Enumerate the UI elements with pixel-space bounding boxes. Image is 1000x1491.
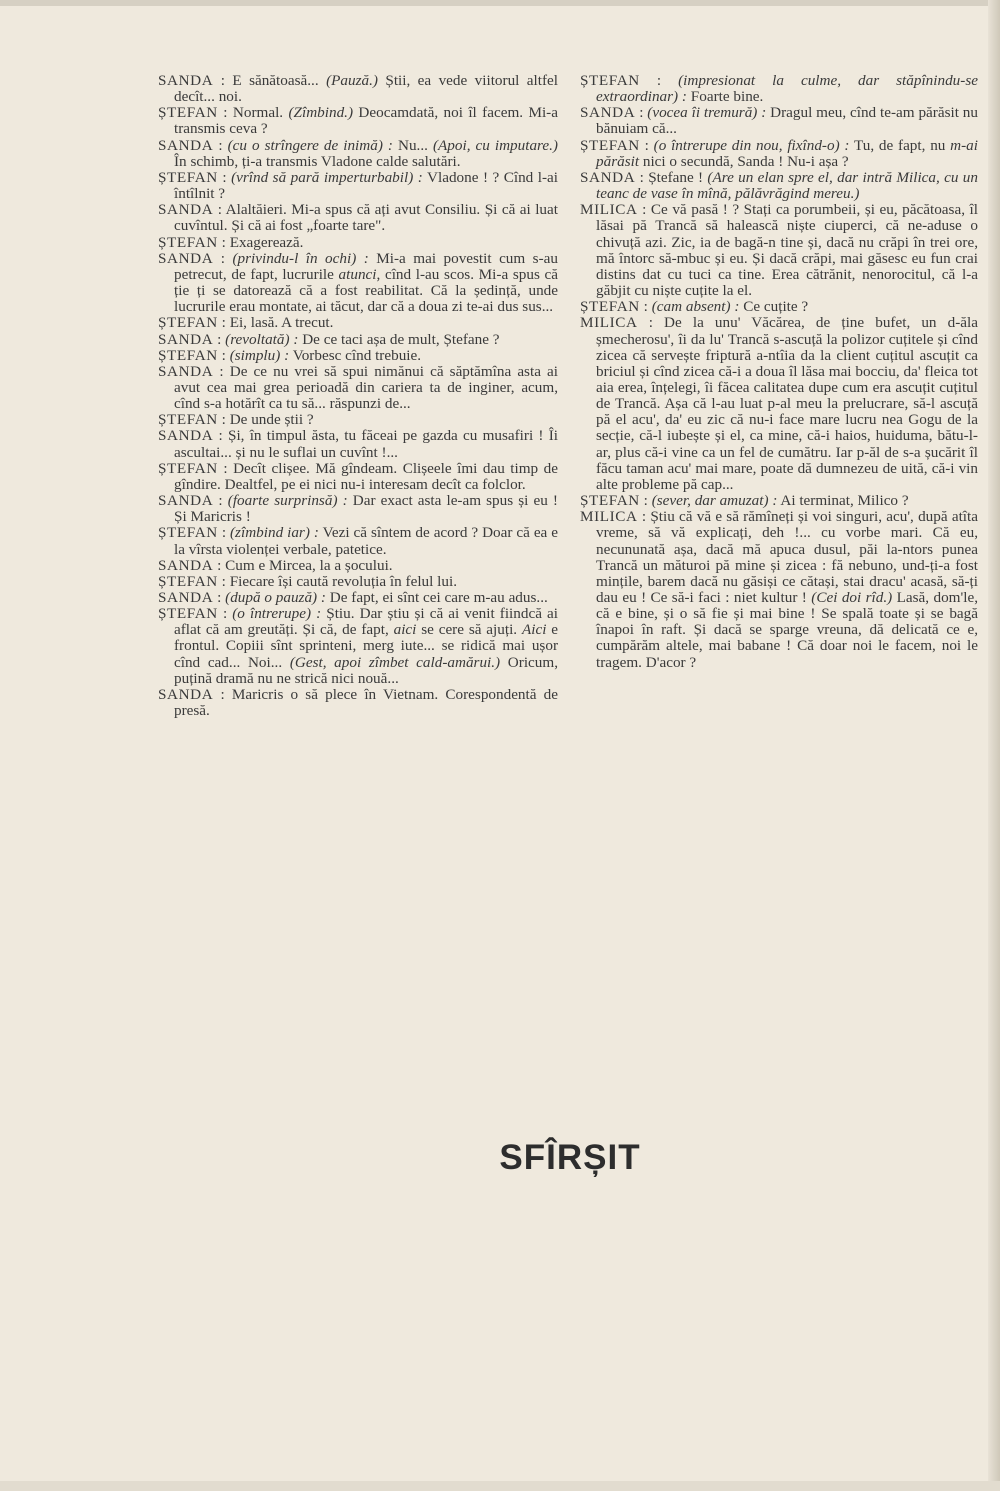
speech-text: Decît clișee. Mă gîndeam. Clișeele îmi dau timp de gîndire. Dealtfel, pe ei nici nu-i interesam decît ca folclor. bbox=[174, 459, 558, 493]
stage-direction: (impresionat la culme, dar stăpînindu-se extraordinar) : bbox=[596, 72, 978, 106]
dialogue-line bbox=[158, 412, 558, 428]
stage-direction: (o întrerupe din nou, fixînd-o) : bbox=[653, 136, 850, 154]
speech-text: Oricum, puțină dramă nu ne strică nici nouă... bbox=[174, 653, 558, 687]
speech-text: Cum e Mircea, la a șocului. bbox=[225, 556, 393, 574]
dialogue-line bbox=[158, 590, 558, 606]
speech-text: Ai terminat, Milico ? bbox=[777, 492, 909, 510]
speech-text: Și, în timpul ăsta, tu făceai pe gazda cu musafiri ! Îi ascultai... și nu le suflai un cuvînt !... bbox=[174, 427, 558, 461]
speech-text: Vorbesc cînd trebuie. bbox=[289, 346, 422, 364]
dialogue-line bbox=[580, 170, 978, 202]
dialogue-line bbox=[158, 428, 558, 460]
speech-text: Exagerează. bbox=[229, 233, 304, 251]
speaker-separator: : bbox=[639, 492, 652, 510]
speaker-separator: : bbox=[217, 524, 230, 542]
stage-direction: (după o pauză) : bbox=[225, 589, 326, 606]
speech-text: Fiecare își caută revoluția în felul lui. bbox=[229, 572, 457, 590]
speech-text: se cere să ajuți. bbox=[416, 621, 522, 639]
stage-direction: (privindu-l în ochi) : bbox=[232, 249, 369, 267]
page-edge-top bbox=[0, 0, 1000, 6]
speaker-separator: : bbox=[639, 136, 654, 154]
speech-text: Maricris o să plece în Vietnam. Corespondentă de presă. bbox=[174, 685, 558, 720]
stage-direction: (sever, dar amuzat) : bbox=[651, 492, 778, 510]
speaker-separator: : bbox=[637, 201, 651, 219]
speech-text: Dragul meu, cînd te-am părăsit nu bănuiam că... bbox=[596, 104, 978, 138]
speaker-separator: : bbox=[637, 508, 651, 526]
speaker-separator: : bbox=[217, 168, 232, 186]
stage-direction: (vocea îi tremură) : bbox=[647, 104, 767, 122]
speaker-name: SANDA bbox=[158, 589, 214, 606]
stage-direction: (cu o strîngere de inimă) : bbox=[227, 136, 393, 154]
speaker-name: SANDA bbox=[158, 201, 214, 219]
speaker-separator: : bbox=[217, 605, 233, 623]
stage-direction: (Gest, apoi zîmbet cald-amărui.) bbox=[289, 653, 501, 671]
speaker-separator: : bbox=[217, 314, 230, 332]
dialogue-line bbox=[158, 364, 558, 412]
speaker-separator: : bbox=[217, 572, 230, 590]
speech-text: Ștefane ! bbox=[648, 168, 708, 186]
speaker-name: SANDA bbox=[158, 427, 214, 445]
speaker-name: ȘTEFAN bbox=[158, 104, 218, 122]
speaker-separator: : bbox=[639, 298, 652, 316]
speech-text: Tu, de fapt, nu bbox=[849, 136, 951, 154]
speaker-separator: : bbox=[217, 233, 230, 251]
speaker-separator: : bbox=[217, 459, 234, 477]
speaker-name: ȘTEFAN bbox=[158, 233, 218, 251]
dialogue-line bbox=[158, 170, 558, 202]
speaker-name: ȘTEFAN bbox=[158, 572, 218, 590]
speaker-separator: : bbox=[213, 427, 229, 445]
speech-text: Normal. bbox=[232, 104, 289, 122]
speaker-name: SANDA bbox=[158, 685, 214, 703]
stage-direction: m-ai părăsit bbox=[596, 136, 978, 170]
page-edge-right bbox=[988, 0, 1000, 1491]
stage-direction: aici bbox=[393, 621, 417, 639]
dialogue-line bbox=[580, 202, 978, 299]
dialogue-line bbox=[158, 138, 558, 170]
speaker-separator: : bbox=[635, 104, 648, 122]
dialogue-line bbox=[158, 558, 558, 574]
speech-text: Dar exact asta le-am spus și eu ! Și Maricris ! bbox=[174, 492, 558, 526]
dialogue-line bbox=[580, 509, 978, 671]
speech-text: , cînd l-au scos. Mi-a spus că ție ți se datorează că a fost reabilitat. Că la ședință, unde lucrurile erau montate, ai tăcut, dar că a doua zi te-ai dus sus... bbox=[174, 265, 559, 316]
stage-direction: atunci bbox=[338, 265, 377, 283]
dialogue-line bbox=[580, 493, 978, 509]
speaker-separator: : bbox=[213, 249, 233, 267]
stage-direction: (vrînd să pară imperturbabil) : bbox=[231, 168, 423, 186]
text-column-right bbox=[580, 73, 978, 671]
speaker-name: ȘTEFAN bbox=[158, 605, 218, 623]
speaker-separator: : bbox=[213, 72, 233, 89]
speaker-separator: : bbox=[213, 492, 228, 510]
speech-text: Știi, ea vede viitorul altfel decît... noi. bbox=[174, 72, 558, 106]
speaker-name: ȘTEFAN bbox=[158, 411, 218, 429]
speaker-name: SANDA bbox=[158, 72, 214, 89]
text-column-left bbox=[158, 73, 558, 719]
speech-text: Știu. Dar știu și că ai venit fiindcă ai aflat că am greutăți. Și că, de fapt, bbox=[174, 605, 558, 639]
speech-text: Ce cuțite ? bbox=[739, 298, 809, 316]
speaker-name: ȘTEFAN bbox=[580, 298, 640, 316]
stage-direction: (zîmbind iar) : bbox=[230, 524, 319, 542]
stage-direction: (simplu) : bbox=[229, 346, 290, 364]
speaker-separator: : bbox=[213, 136, 228, 154]
dialogue-line bbox=[158, 73, 558, 105]
speaker-name: MILICA bbox=[580, 508, 638, 526]
stage-direction: (Cei doi rîd.) bbox=[811, 589, 893, 606]
speaker-separator: : bbox=[213, 201, 226, 219]
speaker-separator: : bbox=[213, 556, 226, 574]
speaker-separator: : bbox=[637, 314, 665, 332]
dialogue-line bbox=[158, 525, 558, 557]
speech-text: Lasă, dom'le, că e bine, și o să fie și mai bine ! Se spală toate și se bagă înapoi în raft. Și dacă se sparge vreuna, dă delicată ce e, cumpărăm altele, mai babane ! Că doar noi le facem, noi le tragem. D'acor ? bbox=[596, 589, 978, 671]
speaker-separator: : bbox=[213, 362, 230, 380]
speech-text: Ei, lasă. A trecut. bbox=[229, 314, 334, 332]
stage-direction: (cam absent) : bbox=[651, 298, 740, 316]
dialogue-line bbox=[158, 687, 558, 719]
speaker-name: ȘTEFAN bbox=[158, 346, 218, 364]
dialogue-line bbox=[158, 315, 558, 331]
speaker-name: ȘTEFAN bbox=[580, 72, 640, 89]
speech-text: De ce taci așa de mult, Ștefane ? bbox=[298, 330, 500, 348]
stage-direction: (foarte surprinsă) : bbox=[227, 492, 348, 510]
speaker-name: SANDA bbox=[580, 168, 636, 186]
stage-direction: (Apoi, cu imputare.) bbox=[432, 136, 558, 154]
speaker-separator: : bbox=[213, 589, 226, 606]
dialogue-line bbox=[158, 332, 558, 348]
speaker-separator: : bbox=[639, 72, 679, 89]
dialogue-line bbox=[158, 105, 558, 137]
dialogue-line bbox=[158, 574, 558, 590]
speaker-name: SANDA bbox=[158, 330, 214, 348]
speech-text: Mi-a mai povestit cum s-au petrecut, de fapt, lucrurile bbox=[174, 249, 558, 283]
speaker-separator: : bbox=[217, 346, 230, 364]
speaker-name: SANDA bbox=[158, 362, 214, 380]
dialogue-line bbox=[580, 138, 978, 170]
speaker-name: SANDA bbox=[158, 136, 214, 154]
dialogue-line bbox=[158, 606, 558, 687]
speaker-name: ȘTEFAN bbox=[580, 136, 640, 154]
speaker-name: MILICA bbox=[580, 314, 638, 332]
speaker-name: ȘTEFAN bbox=[158, 459, 218, 477]
speech-text: E sănătoasă... bbox=[232, 72, 327, 89]
dialogue-line bbox=[580, 73, 978, 105]
speaker-separator: : bbox=[213, 685, 232, 703]
dialogue-line bbox=[158, 493, 558, 525]
dialogue-line bbox=[158, 348, 558, 364]
dialogue-line bbox=[158, 461, 558, 493]
stage-direction: (Zîmbind.) bbox=[288, 104, 354, 122]
speech-text: Vezi că sîntem de acord ? Doar că ea e la vîrsta violenței verbale, patetice. bbox=[174, 524, 558, 558]
speaker-name: SANDA bbox=[580, 104, 636, 122]
speaker-name: ȘTEFAN bbox=[158, 168, 218, 186]
stage-direction: (Pauză.) bbox=[326, 72, 378, 89]
speaker-name: SANDA bbox=[158, 556, 214, 574]
speech-text: Știu că vă e să rămîneți și voi singuri, acu', după atîta vreme, să vă explicați, deh !... cu vorbe mari. Că eu, necununată așa, dacă mă apuca dusul, păi la-ntors punea Trancă un măturoi pă mine și zicea : fă nebuno, und-ți-a fost mințile, barem dacă nu găsiși ce cătași, stai dracu' acasă, să-ți dau eu ! Ce să-i faci : niet kultur ! bbox=[596, 508, 978, 606]
dialogue-line bbox=[580, 105, 978, 137]
ending-title: SFÎRȘIT bbox=[499, 1138, 641, 1177]
speech-text: Foarte bine. bbox=[686, 88, 764, 106]
speech-text: Deocamdată, noi îl facem. Mi-a transmis ceva ? bbox=[174, 104, 558, 138]
speech-text: Ce vă pasă ! ? Stați ca porumbeii, și eu, păcătoasa, îl lăsai pă Trancă să halească niște ciuperci, că ne-aduse o chivuță azi. Zic, ia de bagă-n tine și, dacă nu crăpi în trei ore, mă întorc să-mbuc și eu. Și dacă crăpi, mai găsesc eu fun crai distins dat cu tuci ca tine. Erea cătrănit, nenorocitul, că l-a găbjit cu niște cuțite la el. bbox=[596, 201, 978, 300]
speech-text: Vladone ! ? Cînd l-ai întîlnit ? bbox=[174, 168, 558, 203]
speaker-separator: : bbox=[217, 411, 230, 429]
speech-text: Alaltăieri. Mi-a spus că ați avut Consiliu. Și că ai luat cuvîntul. Și că ai fost „foarte tare". bbox=[174, 201, 558, 235]
speaker-separator: : bbox=[635, 168, 649, 186]
speaker-separator: : bbox=[217, 104, 233, 122]
speech-text: De unde știi ? bbox=[229, 411, 314, 429]
speaker-separator: : bbox=[213, 330, 226, 348]
speech-text: De ce nu vrei să spui nimănui că săptămîna asta ai avut cea mai grea perioadă din cariera ta de inginer, acum, cînd s-a hotărît ca tu să... răspunzi de... bbox=[174, 362, 558, 413]
stage-direction: Aici bbox=[521, 621, 547, 639]
speaker-name: ȘTEFAN bbox=[158, 524, 218, 542]
dialogue-line bbox=[580, 299, 978, 315]
speaker-name: ȘTEFAN bbox=[158, 314, 218, 332]
speaker-name: SANDA bbox=[158, 492, 214, 510]
speaker-name: ȘTEFAN bbox=[580, 492, 640, 510]
dialogue-line bbox=[158, 251, 558, 316]
speech-text: e frontul. Copiii sînt sprinteni, merg iute... se ridică mai ușor cînd cad... Noi... bbox=[174, 621, 559, 671]
dialogue-line bbox=[580, 315, 978, 493]
speaker-name: SANDA bbox=[158, 249, 214, 267]
stage-direction: (o întrerupe) : bbox=[232, 605, 322, 623]
stage-direction: (Are un elan spre el, dar intră Milica, cu un teanc de vase în mînă, pălăvrăgind mereu.) bbox=[596, 168, 978, 203]
speech-text: În schimb, ți-a transmis Vladone calde salutări. bbox=[174, 152, 461, 170]
dialogue-line bbox=[158, 235, 558, 251]
speech-text: De la unu' Văcărea, de ține bufet, un d-ăla șmecherosu', îi da lu' Trancă s-ascuță la polizor cuțitele și cînd zicea că servește friptură a-ntîia da la client cuțitul ascuțit ca briciul și cînd zicea că-i a doua îl lăsa mai bocciu, da' fleica tot aia erea, înțelegi, îi făcea calitatea dupe cum era ascuțit cuțitul de Trancă. Așa că l-au luat p-al meu la prelucrare, să-l ascuță pă el acu', da' eu zic că nu-i face mare lucru nea Gogu de la secție, că-l iubește și el, ca mine, că-i haios, huiduma, bătu-l-ar, plus că-i vine ca un fel de cumătru. Iar p-ăl de s-a șucărit îl făcu taman acu' mai mare, poate dă dumnezeu de uită, că-i vin alte probleme pă cap... bbox=[596, 314, 978, 493]
speech-text: Nu... bbox=[392, 136, 433, 154]
page-edge-bottom bbox=[0, 1481, 1000, 1491]
dialogue-line bbox=[158, 202, 558, 234]
stage-direction: (revoltată) : bbox=[225, 330, 299, 348]
speaker-name: MILICA bbox=[580, 201, 638, 219]
speech-text: nici o secundă, Sanda ! Nu-i așa ? bbox=[639, 152, 849, 170]
speech-text: De fapt, ei sînt cei care m-au adus... bbox=[325, 589, 548, 606]
